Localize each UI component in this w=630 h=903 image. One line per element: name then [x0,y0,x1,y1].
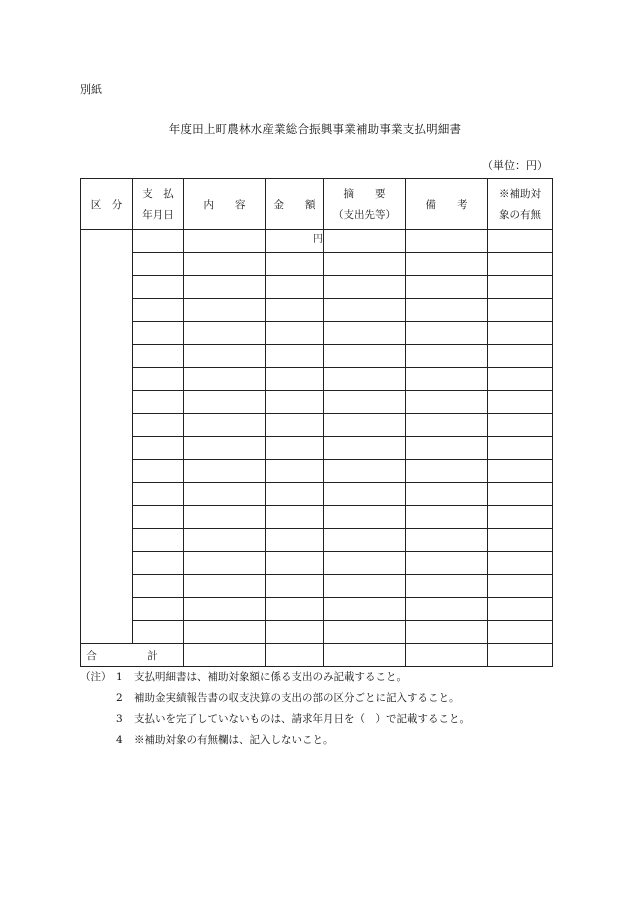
table-cell[interactable] [184,322,266,345]
table-cell[interactable] [184,368,266,391]
table-cell[interactable] [324,299,406,322]
table-cell[interactable] [266,529,324,552]
table-cell[interactable] [324,529,406,552]
table-cell[interactable] [488,322,553,345]
table-cell[interactable] [184,460,266,483]
table-cell[interactable] [406,230,488,253]
table-cell[interactable] [184,598,266,621]
table-cell[interactable] [488,437,553,460]
table-cell[interactable] [184,552,266,575]
table-cell[interactable] [488,644,553,667]
header-amount: 金 額 [266,179,324,230]
table-row [81,437,553,460]
header-pay-date: 支 払 年月日 [133,179,184,230]
attachment-label: 別紙 [80,83,102,96]
table-row [81,299,553,322]
table-row [81,575,553,598]
table-cell[interactable] [133,575,184,598]
table-cell[interactable] [324,644,406,667]
table-cell[interactable] [266,322,324,345]
header-subsidy: ※補助対 象の有無 [488,179,553,230]
note-item: （注） 1 支払明細書は、補助対象額に係る支出のみ記載すること。 [80,667,470,688]
table-cell[interactable] [266,437,324,460]
table-cell[interactable] [488,276,553,299]
table-cell[interactable] [266,575,324,598]
table-cell[interactable] [324,276,406,299]
table-cell[interactable] [324,621,406,644]
table-cell[interactable] [266,391,324,414]
table-cell[interactable] [133,230,184,253]
unit-label: （単位：円） [482,159,548,172]
table-row [81,598,553,621]
table-cell[interactable] [406,276,488,299]
table-cell[interactable] [406,437,488,460]
payment-detail-table [80,178,553,667]
table-cell[interactable] [488,506,553,529]
table-cell[interactable] [406,253,488,276]
table-cell[interactable] [133,414,184,437]
header-content: 内 容 [184,179,266,230]
table-row [81,368,553,391]
table-cell[interactable] [184,437,266,460]
table-cell[interactable] [324,253,406,276]
table-cell[interactable] [266,621,324,644]
table-cell[interactable] [133,529,184,552]
table-cell[interactable] [488,368,553,391]
table-row [81,483,553,506]
table-cell[interactable] [406,575,488,598]
table-cell[interactable] [324,575,406,598]
header-summary: 摘 要 （支出先等） [324,179,406,230]
table-cell[interactable] [266,552,324,575]
table-cell[interactable] [406,552,488,575]
table-cell[interactable] [488,345,553,368]
table-cell[interactable] [184,621,266,644]
table-cell[interactable] [266,368,324,391]
table-cell[interactable] [266,299,324,322]
table-cell[interactable] [133,483,184,506]
table-row [81,552,553,575]
table-row [81,529,553,552]
table-cell[interactable] [488,299,553,322]
table-cell[interactable] [488,253,553,276]
table-cell[interactable] [324,322,406,345]
table-cell[interactable] [488,391,553,414]
table-cell[interactable] [184,575,266,598]
table-cell[interactable] [133,598,184,621]
notes-prefix: （注） [80,671,112,683]
table-cell[interactable] [133,460,184,483]
table-cell[interactable] [406,414,488,437]
table-cell[interactable] [184,414,266,437]
table-cell[interactable] [266,414,324,437]
table-cell[interactable] [133,552,184,575]
total-label: 合 計 [81,644,184,667]
total-row [81,644,553,667]
table-cell[interactable] [133,322,184,345]
notes-section [80,667,470,751]
table-cell[interactable] [406,529,488,552]
table-cell[interactable] [133,506,184,529]
table-cell[interactable] [488,529,553,552]
table-cell[interactable] [184,230,266,253]
yen-mark[interactable]: 円 [266,230,324,253]
table-cell[interactable] [488,598,553,621]
table-cell[interactable] [488,552,553,575]
table-row [81,253,553,276]
table-cell[interactable] [133,368,184,391]
table-cell[interactable] [488,575,553,598]
table-cell[interactable] [133,299,184,322]
table-cell[interactable] [266,598,324,621]
table-row [81,460,553,483]
table-cell[interactable] [406,644,488,667]
table-cell[interactable] [406,322,488,345]
table-row [81,621,553,644]
table-cell[interactable] [488,460,553,483]
table-row [81,276,553,299]
table-cell[interactable] [184,253,266,276]
table-cell[interactable] [406,368,488,391]
header-category: 区 分 [81,179,133,230]
table-cell[interactable] [184,644,266,667]
table-cell[interactable] [184,483,266,506]
table-cell[interactable] [133,621,184,644]
table-cell[interactable] [266,644,324,667]
category-cell[interactable] [81,230,133,644]
table-cell[interactable] [406,345,488,368]
table-cell[interactable] [324,230,406,253]
note-item: 2 補助金実績報告書の収支決算の支出の部の区分ごとに記入すること。 [116,692,460,704]
table-row [81,230,553,253]
table-cell[interactable] [184,506,266,529]
table-cell[interactable] [184,299,266,322]
table-cell[interactable] [406,506,488,529]
table-header-row [81,179,553,230]
table-cell[interactable] [488,483,553,506]
note-item: 4 ※補助対象の有無欄は、記入しないこと。 [116,734,334,746]
table-cell[interactable] [324,414,406,437]
table-cell[interactable] [266,345,324,368]
table-cell[interactable] [324,345,406,368]
note-item: 3 支払いを完了していないものは、請求年月日を（ ）で記載すること。 [116,713,470,725]
table-row [81,345,553,368]
table-row [81,414,553,437]
table-cell[interactable] [133,391,184,414]
table-cell[interactable] [406,460,488,483]
table-cell[interactable] [406,299,488,322]
table-cell[interactable] [184,345,266,368]
table-cell[interactable] [324,368,406,391]
table-cell[interactable] [266,460,324,483]
table-cell[interactable] [184,529,266,552]
table-cell[interactable] [324,437,406,460]
table-cell[interactable] [266,506,324,529]
table-cell[interactable] [406,621,488,644]
table-cell[interactable] [133,253,184,276]
header-remarks: 備 考 [406,179,488,230]
table-cell[interactable] [488,230,553,253]
table-cell[interactable] [406,483,488,506]
table-cell[interactable] [488,414,553,437]
table-cell[interactable] [266,483,324,506]
table-cell[interactable] [406,598,488,621]
table-cell[interactable] [324,483,406,506]
table-cell[interactable] [266,253,324,276]
table-cell[interactable] [266,276,324,299]
table-cell[interactable] [488,621,553,644]
table-cell[interactable] [324,391,406,414]
table-cell[interactable] [324,552,406,575]
table-row [81,322,553,345]
table-row [81,506,553,529]
table-row [81,391,553,414]
table-cell[interactable] [324,598,406,621]
table-cell[interactable] [133,276,184,299]
document-title: 年度田上町農林水産業総合振興事業補助事業支払明細書 [168,122,462,136]
table-cell[interactable] [184,391,266,414]
table-cell[interactable] [184,276,266,299]
table-cell[interactable] [406,391,488,414]
table-cell[interactable] [324,506,406,529]
table-cell[interactable] [133,437,184,460]
table-cell[interactable] [133,345,184,368]
table-cell[interactable] [324,460,406,483]
